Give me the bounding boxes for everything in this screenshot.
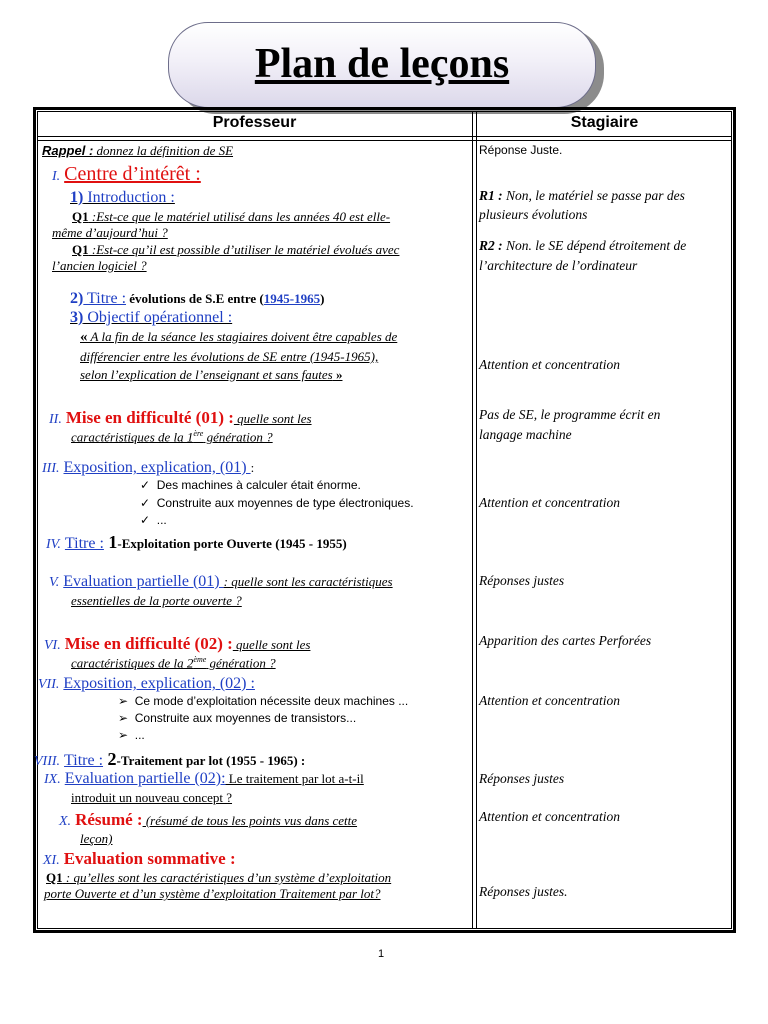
answer-3-line1: Pas de SE, le programme écrit en	[479, 407, 661, 422]
objectif: 3) Objectif opérationnel :	[70, 309, 233, 326]
section-6: VI. Mise en difficulté (02) : quelle sont les	[44, 634, 311, 653]
answer-5: Réponses justes	[479, 573, 565, 588]
objectif-line1: « A la fin de la séance les stagiaires doivent être capables de	[80, 329, 398, 345]
objectif-line2: différencier entre les évolutions de SE entre (1945-1965),	[80, 349, 379, 364]
answer-3-line2: langage machine	[479, 427, 572, 442]
rappel: Rappel : donnez la définition de SE	[42, 143, 234, 158]
section-5: V. Evaluation partielle (01) : quelle sont les caractéristiques	[49, 573, 393, 590]
answer-r2-line2: l’architecture de l’ordinateur	[479, 258, 638, 273]
titre-evolutions: 2) Titre : évolutions de S.E entre (1945-1965)	[70, 290, 325, 307]
section-2: II. Mise en difficulté (01) : quelle sont les	[49, 408, 312, 427]
section-9: IX. Evaluation partielle (02): Le traitement par lot a-t-il	[44, 770, 364, 787]
q1b-line1: Q1 :Est-ce qu’il est possible d’utiliser le matériel évolués avec	[72, 242, 400, 257]
answer-9: Attention et concentration	[479, 809, 620, 824]
q1a-line2: même d’aujourd’hui ?	[52, 225, 168, 240]
bullet-1-3: ✓ ...	[140, 513, 167, 527]
section-6-line2: caractéristiques de la 2ème génération ?	[71, 655, 276, 671]
bullet-2-3: ➢ ...	[118, 728, 145, 742]
section-3: III. Exposition, explication, (01) :	[42, 459, 255, 476]
answer-10: Réponses justes.	[479, 884, 568, 899]
section-4: IV. Titre : 1-Exploitation porte Ouverte (1945 - 1955)	[46, 532, 347, 552]
header-stagiaire: Stagiaire	[570, 114, 639, 131]
q1c-line2: porte Ouverte et d’un système d’exploitation Traitement par lot?	[44, 886, 381, 901]
header-divider-bottom	[37, 140, 732, 141]
answer-r1-line2: plusieurs évolutions	[479, 207, 588, 222]
section-11: XI. Evaluation sommative :	[43, 849, 236, 868]
section-2-line2: caractéristiques de la 1ère génération ?	[71, 429, 273, 445]
header-divider-top	[37, 136, 732, 137]
section-10-line2: leçon)	[80, 831, 113, 846]
answer-6: Apparition des cartes Perforées	[479, 633, 652, 648]
answer-r1-line1: R1 : Non, le matériel se passe par des	[479, 188, 685, 203]
objectif-line3: selon l’explication de l’enseignant et sans fautes »	[80, 367, 343, 382]
header-professeur: Professeur	[212, 114, 297, 131]
q1c-line1: Q1 : qu’elles sont les caractéristiques d’un système d’exploitation	[46, 870, 392, 885]
page-title: Plan de leçons	[254, 41, 510, 87]
section-1: I. Centre d’intérêt :	[52, 163, 201, 185]
bullet-2-2: ➢ Construite aux moyennes de transistors...	[118, 711, 357, 725]
column-divider-right	[476, 111, 477, 929]
answer-r2-line1: R2 : Non. le SE dépend étroitement de	[479, 238, 687, 253]
q1b-line2: l’ancien logiciel ?	[52, 258, 147, 273]
answer-7: Attention et concentration	[479, 693, 620, 708]
column-divider-left	[472, 111, 473, 929]
section-9-line2: introduit un nouveau concept ?	[71, 790, 233, 805]
section-10: X. Résumé : (résumé de tous les points vus dans cette	[59, 810, 358, 829]
section-5-line2: essentielles de la porte ouverte ?	[71, 593, 242, 608]
section-8: VIII. Titre : 2-Traitement par lot (1955 - 1965) :	[34, 749, 306, 769]
introduction: 1) Introduction :	[70, 189, 175, 206]
answer-8: Réponses justes	[479, 771, 565, 786]
page-number: 1	[378, 948, 385, 960]
q1a-line1: Q1 :Est-ce que le matériel utilisé dans les années 40 est elle-	[72, 209, 391, 224]
bullet-1-2: ✓ Construite aux moyennes de type électroniques.	[140, 496, 414, 510]
answer-4: Attention et concentration	[479, 495, 620, 510]
answer-1: Réponse Juste.	[479, 143, 563, 157]
bullet-2-1: ➢ Ce mode d’exploitation nécessite deux machines ...	[118, 694, 409, 708]
bullet-1-1: ✓ Des machines à calculer était énorme.	[140, 478, 361, 492]
answer-2: Attention et concentration	[479, 357, 620, 372]
section-7: VII. Exposition, explication, (02) :	[38, 675, 255, 692]
